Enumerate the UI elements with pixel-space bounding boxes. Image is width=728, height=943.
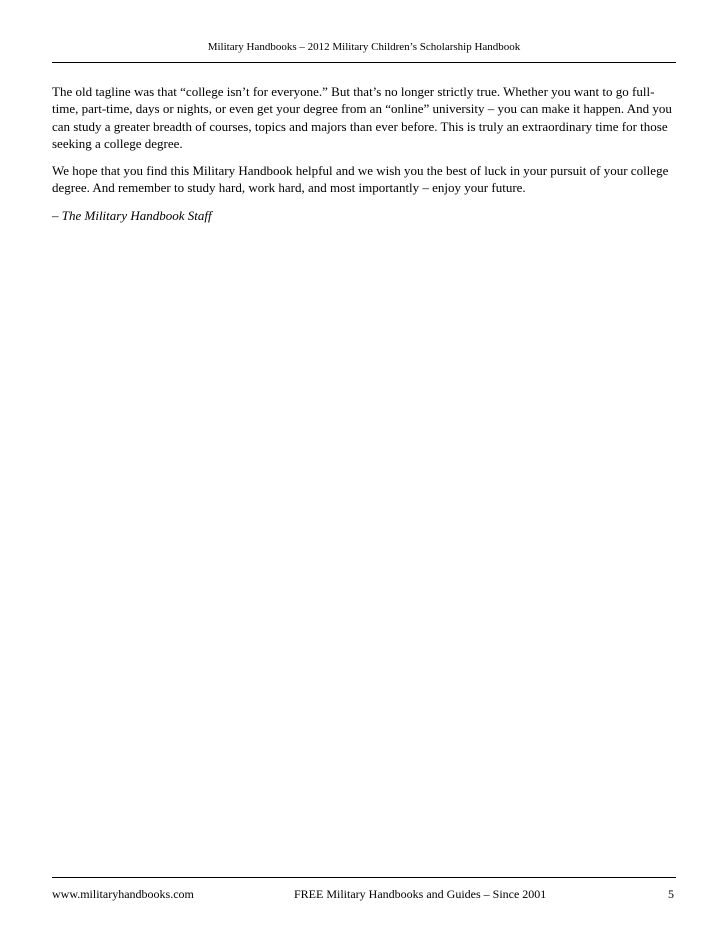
paragraph-closing: We hope that you find this Military Handbook helpful and we wish you the best of luck in your pursuit of your college degree. And remember to study hard, work hard, and most importantly – enjoy your future. [52, 163, 669, 196]
header-divider [52, 62, 676, 63]
page-header: Military Handbooks – 2012 Military Children’s Scholarship Handbook [207, 41, 521, 53]
page-number: 5 [668, 887, 674, 901]
footer-url: www.militaryhandbooks.com [52, 887, 194, 901]
document-body [52, 83, 678, 234]
page-footer [52, 886, 676, 902]
signature: – The Military Handbook Staff [52, 207, 212, 223]
footer-divider [52, 877, 676, 878]
paragraph-intro: The old tagline was that “college isn’t for everyone.” But that’s no longer strictly true. Whether you want to go full-time, part-time, days or nights, or even get your degree from an “online” university – you can make it happen. And you can study a greater breadth of courses, topics and majors than ever before. This is truly an extraordinary time for those seeking a college degree. [52, 84, 672, 151]
footer-tagline: FREE Military Handbooks and Guides – Since 2001 [294, 887, 547, 901]
